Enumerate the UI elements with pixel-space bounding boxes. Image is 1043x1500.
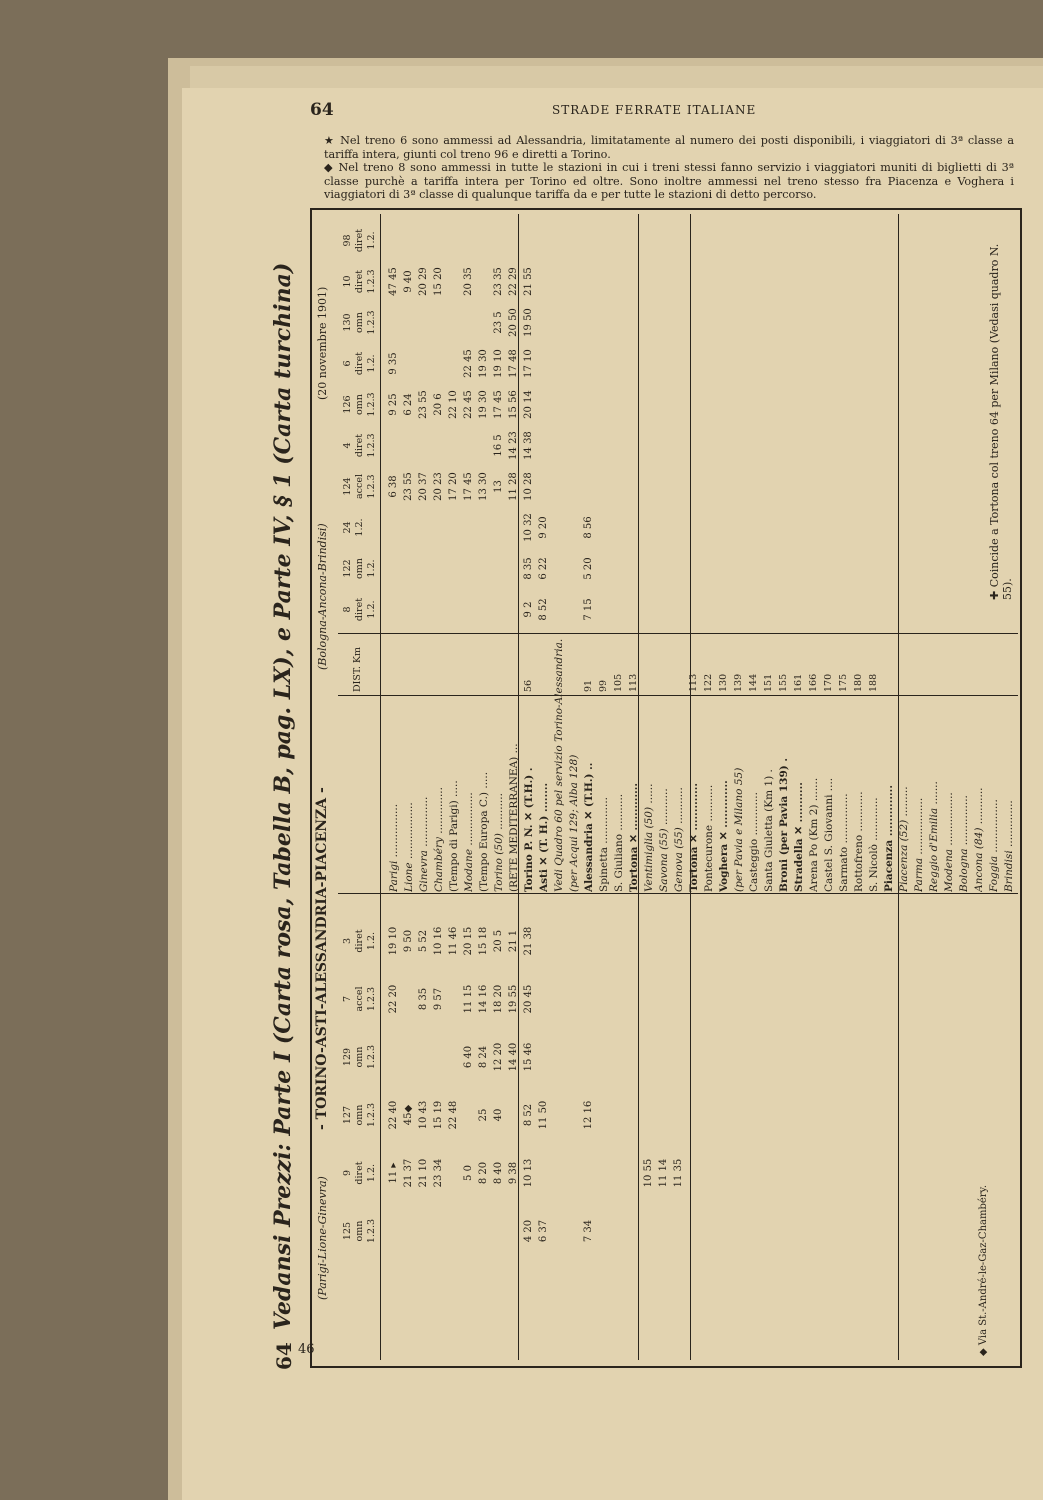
station-row: Savona (55) ...........: [658, 788, 670, 892]
train-id: 7: [342, 995, 353, 1003]
train-column: [342, 220, 382, 261]
train-column: [342, 1028, 534, 1086]
station-row: Foggia ................: [988, 799, 1000, 892]
time-cell: 20 29: [418, 267, 429, 296]
time-cell: 20 5: [493, 929, 504, 953]
time-cell: 10 28: [523, 472, 534, 501]
time-cell: 45◆: [403, 1104, 414, 1126]
train-column: [342, 302, 534, 343]
train-cls: 1.2.3: [366, 310, 377, 335]
train-column: [342, 1202, 594, 1260]
distance-cell: 188: [868, 673, 879, 692]
time-cell: 12 16: [583, 1100, 594, 1130]
station-row: Sarmato ...............: [838, 793, 850, 892]
route-left: (Parigi-Lione-Ginevra): [316, 1176, 329, 1300]
time-cell: 14 23: [508, 431, 519, 460]
timetable-grid: [338, 214, 1018, 1360]
train-cls: 1.2.: [366, 600, 377, 619]
distance-cell: 139: [733, 673, 744, 692]
train-id: 126: [342, 395, 353, 414]
time-cell: 8 35: [418, 987, 429, 1011]
time-cell: 9 2: [523, 601, 534, 618]
footnote-left: ◆ Via St.-André-le-Gaz-Chambéry.: [978, 1184, 989, 1356]
time-cell: 15 20: [433, 267, 444, 296]
time-cell: 6 38: [388, 475, 399, 498]
train-kind: omn: [354, 312, 365, 333]
time-cell: 4 20: [523, 1219, 534, 1243]
time-cell: 19 10: [388, 926, 399, 956]
train-header: [342, 261, 382, 302]
station-row: Tortona ✕ .............: [628, 782, 640, 892]
time-cell: 20 37: [418, 472, 429, 501]
time-cell: 13 30: [478, 472, 489, 501]
time-cell: 7 15: [583, 598, 594, 621]
time-cell: 19 30: [478, 349, 489, 378]
timetable-page: [182, 88, 1043, 1500]
time-cell: 17 45: [493, 390, 504, 419]
train-header: [342, 302, 382, 343]
time-cell: 7 34: [583, 1219, 594, 1243]
time-cell: 18 20: [493, 984, 504, 1014]
train-kind: omn: [354, 558, 365, 579]
time-cell: 22 20: [388, 984, 399, 1014]
route-right: (Bologna-Ancona-Brindisi): [316, 523, 329, 670]
time-cell: 22 45: [463, 349, 474, 378]
distance-cell: 161: [793, 673, 804, 692]
train-column: [342, 343, 534, 384]
station-col-left-rule: [338, 893, 1018, 894]
train-cls: 1.2.3: [366, 1044, 377, 1070]
train-kind: accel: [354, 986, 365, 1012]
time-cell: 14 38: [523, 431, 534, 460]
train-cls: 1.2.: [366, 559, 377, 578]
station-row: Parma .................: [913, 797, 925, 892]
time-cell: 10 32: [523, 513, 534, 542]
time-cell: 23 5: [493, 311, 504, 334]
time-cell: 11 ▸: [388, 1162, 399, 1184]
time-cell: 25: [478, 1108, 489, 1122]
time-cell: 8 52: [538, 598, 549, 621]
time-cell: 12 20: [493, 1042, 504, 1072]
time-cell: 14 40: [508, 1042, 519, 1072]
train-header: [342, 425, 382, 466]
time-cell: 21 1: [508, 929, 519, 953]
table-number: 64: [272, 1342, 296, 1370]
distance-cell: 122: [703, 673, 714, 692]
time-cell: 15 19: [433, 1100, 444, 1130]
time-cell: 21 38: [523, 926, 534, 956]
train-cls: 1.2.3: [366, 474, 377, 499]
footnote-right: ✚ Coincide a Tortona col treno 64 per Milano (Vedasi quadro N. 55).: [988, 243, 1014, 600]
train-header: [342, 970, 382, 1028]
station-row: Torino P. N. ✕ (T.H.) .: [523, 767, 535, 892]
time-cell: 22 10: [448, 390, 459, 419]
time-cell: 20 45: [523, 984, 534, 1014]
time-cell: 20 6: [433, 393, 444, 416]
page-header: [182, 88, 1043, 128]
train-cls: 1.2.: [366, 931, 377, 951]
route-main: - TORINO-ASTI-ALESSANDRIA-PIACENZA -: [314, 787, 330, 1130]
train-kind: accel: [354, 474, 365, 499]
time-cell: 10 13: [523, 1158, 534, 1188]
time-cell: 10 16: [433, 926, 444, 956]
train-header: [342, 548, 382, 589]
distance-cell: 151: [763, 673, 774, 692]
time-cell: 6 24: [403, 393, 414, 416]
time-cell: 6 40: [463, 1045, 474, 1069]
station-row: Broni (per Pavia 139) .: [778, 757, 790, 892]
train-kind: diret: [354, 228, 365, 253]
note-1: ★ Nel treno 6 sono ammessi ad Alessandria, limitatamente al numero dei posti disponibili, i viaggiatori di 3ª classe a tariffa intera, giunti col treno 96 e diretti a Torino.: [324, 134, 1014, 161]
time-cell: 9 40: [403, 270, 414, 293]
time-cell: 19 55: [508, 984, 519, 1014]
distance-cell: 130: [718, 673, 729, 692]
distance-cell: 155: [778, 673, 789, 692]
time-cell: 23 34: [433, 1158, 444, 1188]
time-cell: 20 50: [508, 308, 519, 337]
time-cell: 5 20: [583, 557, 594, 580]
train-id: 10: [342, 275, 353, 288]
train-id: 24: [342, 521, 353, 534]
time-cell: 20 35: [463, 267, 474, 296]
time-cell: 9 20: [538, 516, 549, 539]
station-row: Piacenza (52) .........: [898, 786, 910, 892]
station-row: (per Acqui 129; Alba 128): [568, 754, 580, 892]
station-col-right-rule: [338, 695, 1018, 696]
rotated-table-wrapper: [262, 208, 1022, 1368]
station-row: Castel S. Giovanni ....: [823, 777, 835, 892]
train-column: [342, 507, 594, 548]
station-row: (RETE MEDITERRANEA) ...: [508, 743, 520, 892]
station-row: Brindisi ..............: [1003, 800, 1015, 892]
train-kind: diret: [354, 1161, 365, 1185]
page-title: STRADE FERRATE ITALIANE: [552, 103, 757, 117]
time-cell: 5 52: [418, 929, 429, 953]
time-cell: 22 48: [448, 1100, 459, 1130]
time-cell: 9 35: [388, 352, 399, 375]
time-cell: 17 10: [523, 349, 534, 378]
time-cell: 9 50: [403, 929, 414, 953]
time-cell: 15 18: [478, 926, 489, 956]
distance-cell: 99: [598, 679, 609, 692]
time-cell: 11 35: [673, 1158, 684, 1188]
time-cell: 8 56: [583, 516, 594, 539]
train-id: 127: [342, 1105, 353, 1125]
station-row: Casteggio .............: [748, 792, 760, 892]
station-row: (per Pavia e Milano 55): [733, 767, 745, 892]
time-cell: 10 43: [418, 1100, 429, 1130]
train-id: 9: [342, 1169, 353, 1177]
station-row: Pontecurone ...........: [703, 784, 715, 892]
time-cell: 9 57: [433, 987, 444, 1011]
train-cls: 1.2.: [366, 1163, 377, 1183]
station-row: Vedi Quadro 60 pel servizio Torino-Alessandria.: [553, 638, 565, 892]
time-cell: 5 0: [463, 1165, 474, 1181]
train-kind: diret: [354, 597, 365, 622]
train-cls: 1.2.3: [366, 1218, 377, 1244]
station-row: Lione .................: [403, 802, 415, 892]
time-cell: 8 24: [478, 1045, 489, 1069]
distance-cell: 175: [838, 673, 849, 692]
time-cell: 19 30: [478, 390, 489, 419]
station-row: Rottofreno ............: [853, 791, 865, 892]
train-column: [342, 425, 534, 466]
time-cell: 11 28: [508, 472, 519, 501]
station-row: Alessandria ✕ (T.H.) ..: [583, 762, 595, 892]
station-row: Asti ✕ (T. H.) ........: [538, 782, 550, 892]
station-row: Ancona (84) ...........: [973, 787, 985, 892]
time-cell: 15 46: [523, 1042, 534, 1072]
train-cls: 1.2.: [354, 518, 365, 537]
time-cell: 40: [493, 1108, 504, 1122]
time-cell: 19 10: [493, 349, 504, 378]
train-cls: 1.2.3: [366, 269, 377, 294]
station-row: Bologna ...............: [958, 795, 970, 892]
train-column: [342, 912, 534, 970]
time-cell: 10 55: [643, 1158, 654, 1188]
time-cell: 8 52: [523, 1103, 534, 1127]
train-kind: diret: [354, 433, 365, 458]
time-cell: 8 40: [493, 1161, 504, 1185]
station-row: Chambéry ..............: [433, 787, 445, 892]
train-header: [342, 912, 382, 970]
time-cell: 8 20: [478, 1161, 489, 1185]
distance-cell: 180: [853, 673, 864, 692]
time-cell: 20 23: [433, 472, 444, 501]
note-2: ◆ Nel treno 8 sono ammessi in tutte le stazioni in cui i treni stessi fanno servizio i viaggiatori muniti di biglietti di 3ª classe purchè a tariffa intera per Torino ed oltre. Sono inoltre ammessi nel treno stesso fra Piacenza e Voghera i viaggiatori di 3ª classe di qualunque tariffa da e per tutte le stazioni di detto percorso.: [324, 161, 1014, 202]
time-cell: 11 15: [463, 984, 474, 1014]
train-id: 130: [342, 313, 353, 332]
train-cls: 1.2.3: [366, 1102, 377, 1128]
train-kind: omn: [354, 1104, 365, 1126]
time-cell: 20 15: [463, 926, 474, 956]
time-cell: 11 46: [448, 926, 459, 956]
train-kind: omn: [354, 1220, 365, 1242]
train-kind: diret: [354, 269, 365, 294]
station-row: Ventimiglia (50) ......: [643, 783, 655, 892]
train-id: 4: [342, 442, 353, 449]
time-cell: 21 10: [418, 1158, 429, 1188]
title-left: Vedansi Prezzi: Parte I (Carta rosa, Tabella B, pag. LX), e Parte IV, § 1 (Carta turchina): [270, 262, 296, 1330]
train-header: [342, 589, 382, 630]
time-cell: 17 48: [508, 349, 519, 378]
time-cell: 21 55: [523, 267, 534, 296]
time-cell: 19 50: [523, 308, 534, 337]
train-column: [342, 1086, 594, 1144]
train-header: [342, 1028, 382, 1086]
train-header: [342, 466, 382, 507]
time-cell: 9 25: [388, 393, 399, 416]
station-row: Ginevra ...............: [418, 796, 430, 892]
train-id: 129: [342, 1047, 353, 1067]
train-id: 8: [342, 606, 353, 613]
train-cls: 1.2.3: [366, 392, 377, 417]
route-bar: [314, 210, 334, 1360]
train-id: 6: [342, 360, 353, 367]
distance-cell: 105: [613, 673, 624, 692]
time-cell: 23 55: [418, 390, 429, 419]
time-cell: 23 55: [403, 472, 414, 501]
train-kind: diret: [354, 351, 365, 376]
dist-col-rule: [338, 633, 1018, 634]
train-column: [342, 261, 534, 302]
time-cell: 22 40: [388, 1100, 399, 1130]
time-cell: 8 35: [523, 557, 534, 580]
time-cell: 20 14: [523, 390, 534, 419]
station-row: Parigi ................: [388, 803, 400, 892]
train-header: [342, 1086, 382, 1144]
train-column: [342, 1144, 684, 1202]
distance-header: DIST. Km: [352, 647, 363, 692]
station-row: (Tempo Europa C.) .....: [478, 771, 490, 892]
station-row: Modane ................: [463, 792, 475, 892]
distance-cell: 113: [688, 673, 699, 692]
station-row: Arena Po (Km 2) .......: [808, 777, 820, 892]
station-row: Reggio d'Emilia .......: [928, 781, 940, 892]
train-header: [342, 1144, 382, 1202]
table-frame: [310, 208, 1022, 1368]
station-row: S. Nicolò .............: [868, 797, 880, 892]
station-row: S. Giuliano ...........: [613, 793, 625, 892]
bottom-page-number: 46: [298, 1342, 315, 1357]
time-cell: 11 14: [658, 1158, 669, 1188]
station-row: Stradella ✕ ...........: [793, 782, 805, 892]
time-cell: 22 45: [463, 390, 474, 419]
train-column: [342, 589, 594, 630]
train-header: [342, 384, 382, 425]
time-cell: 17 20: [448, 472, 459, 501]
distance-cell: 113: [628, 673, 639, 692]
time-cell: 23 35: [493, 267, 504, 296]
train-cls: 1.2.3: [366, 986, 377, 1012]
station-row: Tortona ✕ .............: [688, 782, 700, 892]
station-row: Spinetta ..............: [598, 796, 610, 892]
table-title: [262, 208, 310, 1368]
train-column: [342, 970, 534, 1028]
distance-cell: 144: [748, 673, 759, 692]
time-cell: 13: [493, 480, 504, 493]
time-cell: 6 37: [538, 1219, 549, 1243]
time-cell: 15 56: [508, 390, 519, 419]
train-header: [342, 507, 382, 548]
time-cell: 6 22: [538, 557, 549, 580]
train-id: 3: [342, 937, 353, 945]
train-kind: diret: [354, 929, 365, 953]
train-column: [342, 384, 534, 425]
time-cell: 17 45: [463, 472, 474, 501]
station-row: Torino (50) ...........: [493, 793, 505, 892]
time-cell: 14 16: [478, 984, 489, 1014]
time-cell: 21 37: [403, 1158, 414, 1188]
station-row: Piacenza ..............: [883, 785, 895, 892]
train-kind: omn: [354, 1046, 365, 1068]
train-header: [342, 220, 382, 261]
distance-cell: 166: [808, 673, 819, 692]
time-cell: 11 50: [538, 1100, 549, 1130]
station-row: Genova (55) ...........: [673, 787, 685, 892]
train-header: [342, 1202, 382, 1260]
time-cell: 47 45: [388, 267, 399, 296]
train-cls: 1.2.: [366, 354, 377, 373]
station-row: Modena ................: [943, 792, 955, 892]
distance-cell: 56: [523, 679, 534, 692]
time-cell: 9 38: [508, 1161, 519, 1185]
station-row: (Tempo di Parigi) .....: [448, 780, 460, 892]
train-cls: 1.2.: [366, 231, 377, 250]
train-column: [342, 466, 534, 507]
distance-cell: 91: [583, 679, 594, 692]
rotated-table: [262, 208, 1022, 1368]
train-id: 124: [342, 477, 353, 496]
train-id: 122: [342, 559, 353, 578]
train-kind: omn: [354, 394, 365, 415]
train-header: [342, 343, 382, 384]
train-cls: 1.2.3: [366, 433, 377, 458]
route-date: (20 novembre 1901): [316, 286, 329, 400]
train-id: 98: [342, 234, 353, 247]
station-row: Santa Giuletta (Km 1) .: [763, 769, 775, 892]
page-number: 64: [310, 100, 334, 120]
train-column: [342, 548, 594, 589]
time-cell: 22 29: [508, 267, 519, 296]
time-cell: 16 5: [493, 434, 504, 457]
notes-block: [324, 134, 1014, 202]
train-id: 125: [342, 1221, 353, 1241]
distance-cell: 170: [823, 673, 834, 692]
station-row: Voghera ✕ .............: [718, 780, 730, 892]
